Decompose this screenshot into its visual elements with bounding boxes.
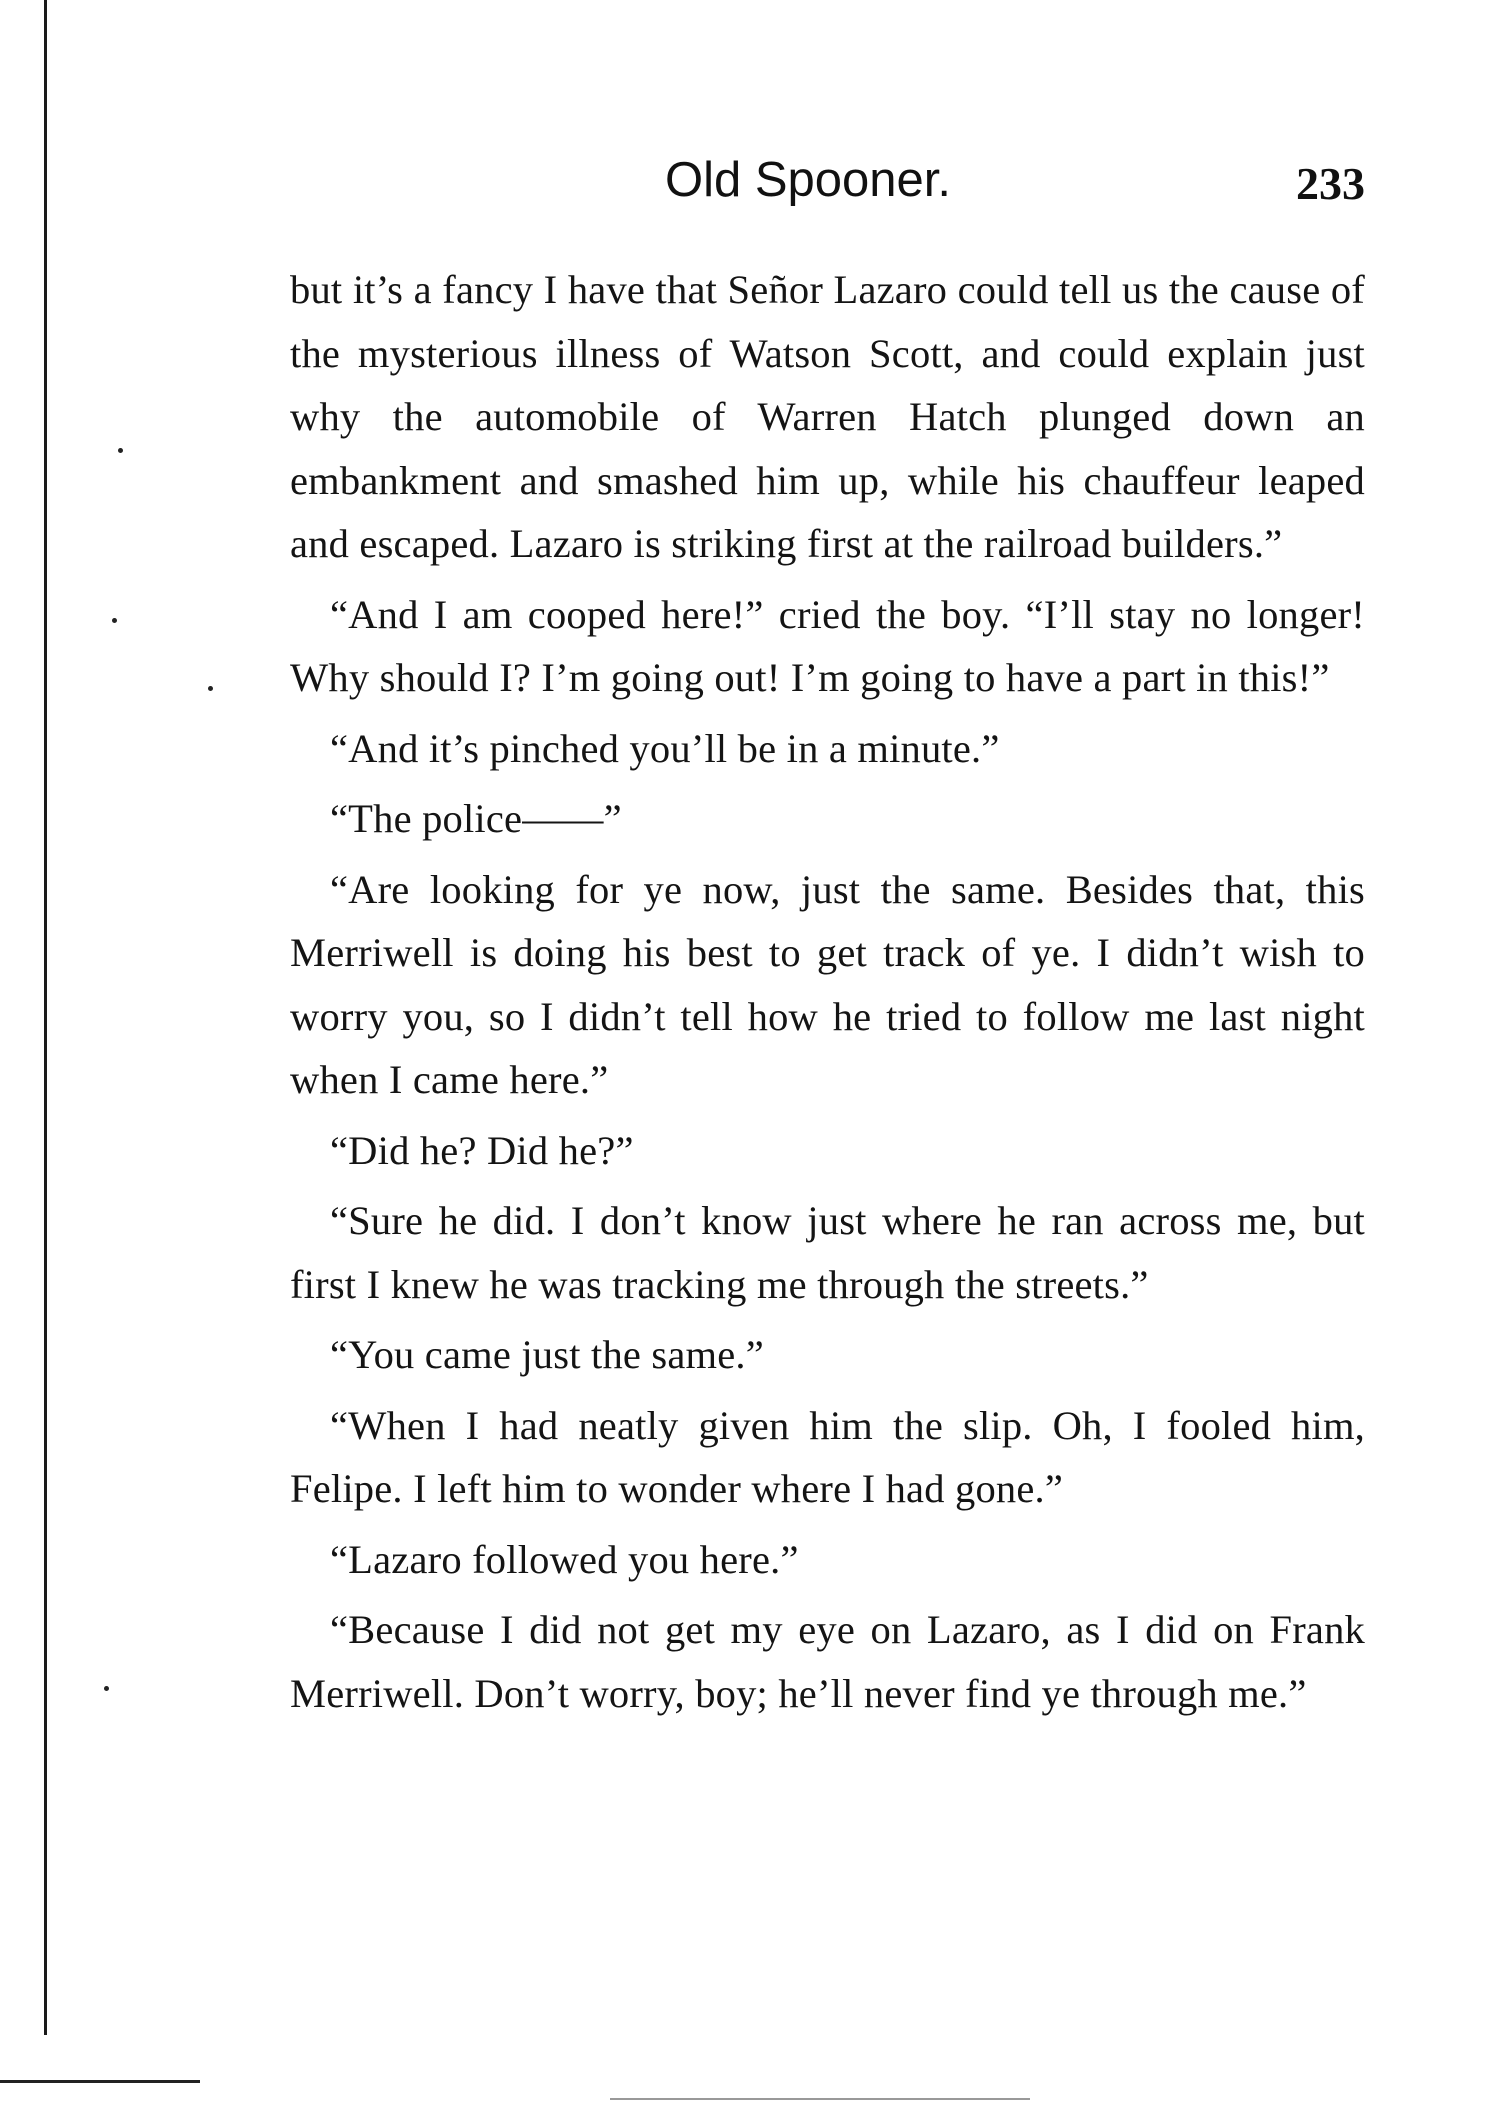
body-text: [290, 258, 1365, 1732]
binding-edge-line: [44, 0, 47, 2035]
page-number: 233: [1296, 158, 1365, 209]
running-head: [290, 150, 1365, 220]
paragraph: “The police——”: [330, 796, 622, 841]
paragraph: “Lazaro followed you here.”: [330, 1536, 799, 1582]
paragraph: “When I had neatly given him the slip. Oh, I fooled him, Felipe. I left him to wonder where I had gone.”: [290, 1402, 1365, 1511]
bottom-edge-rule: [0, 2080, 200, 2083]
bottom-faint-rule: [610, 2098, 1030, 2100]
paragraph: “You came just the same.”: [330, 1332, 764, 1377]
paragraph: “Because I did not get my eye on Lazaro, as I did on Frank Merriwell. Don’t worry, boy; he’ll never find ye through me.”: [290, 1607, 1365, 1716]
paragraph: “And I am cooped here!” cried the boy. “I’ll stay no longer! Why should I? I’m going out! I’m going to have a part in this!”: [290, 591, 1365, 700]
paragraph: “Sure he did. I don’t know just where he ran across me, but first I knew he was tracking me through the streets.”: [290, 1198, 1365, 1307]
margin-speck: [104, 1686, 109, 1691]
margin-speck: [112, 618, 117, 623]
margin-speck: [118, 448, 123, 453]
chapter-title: Old Spooner.: [665, 153, 952, 207]
paragraph: “Are looking for ye now, just the same. Besides that, this Merriwell is doing his best to get track of ye. I didn’t wish to worry you, so I didn’t tell how he tried to follow me last night when I came here.”: [290, 866, 1365, 1102]
paragraph: “And it’s pinched you’ll be in a minute.”: [330, 725, 1000, 771]
paragraph: “Did he? Did he?”: [330, 1127, 634, 1173]
margin-speck: [208, 686, 213, 691]
paragraph: but it’s a fancy I have that Señor Lazaro could tell us the cause of the mysterious illness of Watson Scott, and could explain just why the automobile of Warren Hatch plunged down an embankment and smashed him up, while his chauffeur leaped and escaped. Lazaro is striking first at the railroad builders.”: [290, 267, 1365, 566]
